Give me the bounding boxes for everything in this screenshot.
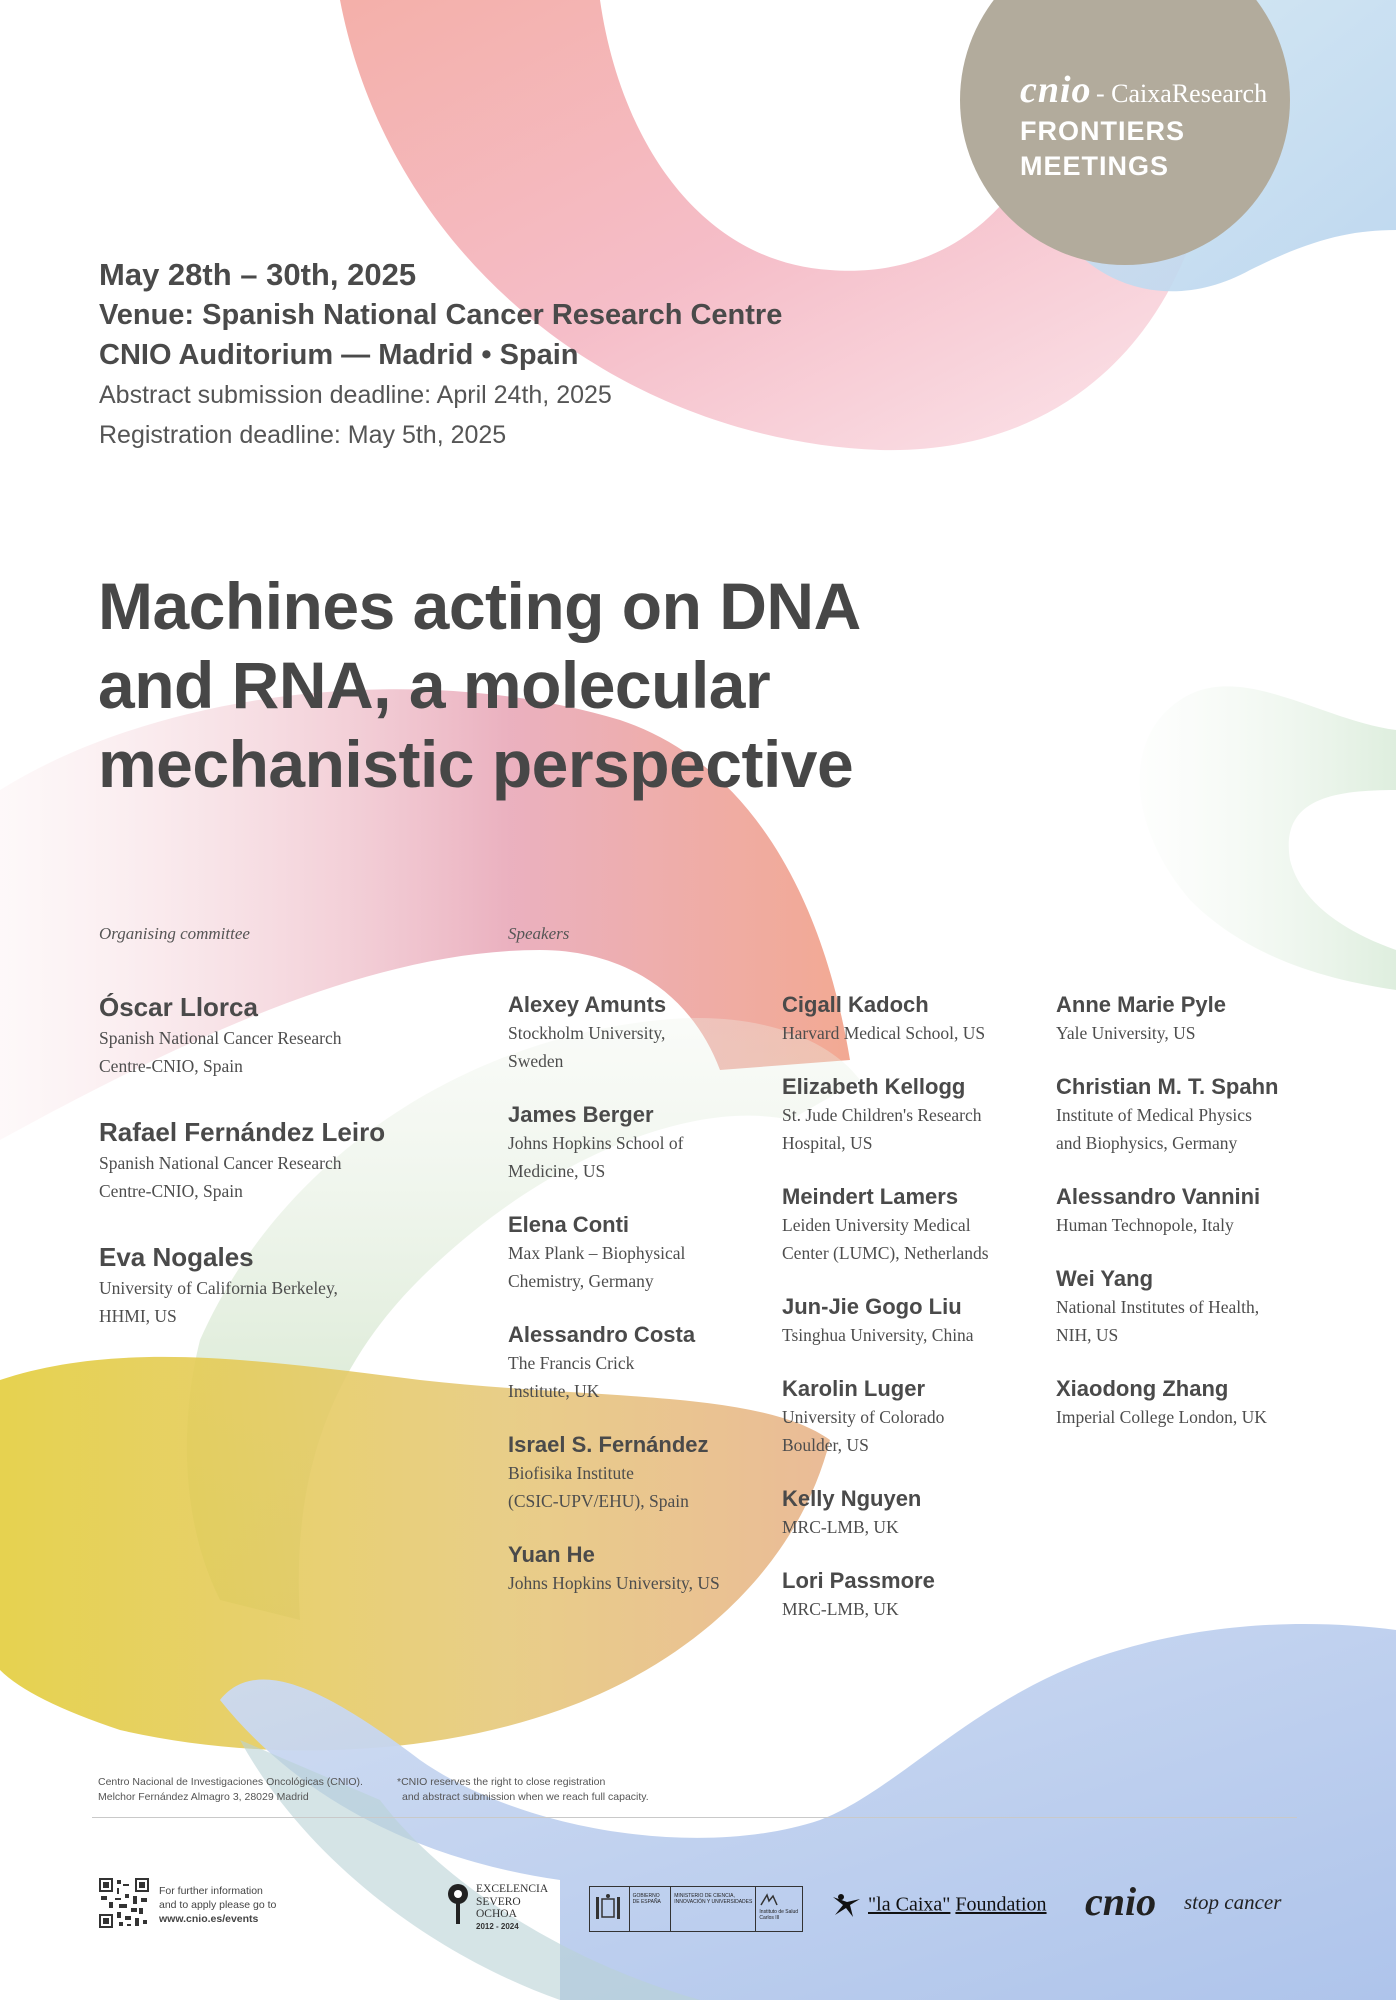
isciii-label: Instituto de Salud Carlos III [759, 1909, 799, 1921]
person-affiliation: Stockholm University, [508, 1023, 666, 1043]
person-affiliation: Imperial College London, UK [1056, 1407, 1267, 1427]
info-line: and to apply please go to [159, 1899, 277, 1911]
person-affiliation: Harvard Medical School, US [782, 1023, 986, 1043]
note-line: and abstract submission when we reach full capacity. [402, 1791, 649, 1803]
la-caixa-star-icon [829, 1893, 863, 1919]
person-affiliation: Medicine, US [508, 1161, 606, 1181]
severo-line: OCHOA [476, 1908, 517, 1920]
person-affiliation: Johns Hopkins University, US [508, 1573, 720, 1593]
person-name: Lori Passmore [782, 1568, 935, 1593]
further-info [159, 1884, 276, 1926]
person-name: Elizabeth Kellogg [782, 1074, 966, 1099]
stop-cancer-tagline: stop cancer [1184, 1890, 1282, 1914]
speaker [508, 1541, 768, 1597]
speaker [782, 991, 1042, 1047]
spain-coat-of-arms-icon [590, 1887, 630, 1931]
person-affiliation: St. Jude Children's Research [782, 1105, 982, 1125]
event-venue: Venue: Spanish National Cancer Research Centre [99, 299, 783, 331]
person-name: Xiaodong Zhang [1056, 1376, 1229, 1401]
committee-list [99, 990, 459, 1356]
person-affiliation: The Francis Crick [508, 1353, 635, 1373]
committee-label: Organising committee [99, 924, 250, 943]
caixaresearch-logo-word: - CaixaResearch [1096, 79, 1268, 108]
person-name: Alexey Amunts [508, 992, 667, 1017]
speaker [1056, 991, 1306, 1047]
logo-frontiers: FRONTIERS [1020, 116, 1186, 146]
cnio-address [98, 1775, 363, 1805]
events-link[interactable]: www.cnio.es/events [159, 1913, 259, 1925]
speaker [782, 1485, 1042, 1541]
speaker [782, 1375, 1042, 1459]
person-affiliation: Tsinghua University, China [782, 1325, 974, 1345]
person-affiliation: Human Technopole, Italy [1056, 1215, 1234, 1235]
committee-member [99, 990, 459, 1080]
government-logos [589, 1886, 803, 1932]
person-affiliation: Centre-CNIO, Spain [99, 1181, 243, 1201]
note-line: *CNIO reserves the right to close registration [397, 1776, 606, 1788]
speakers-column-3 [1056, 991, 1306, 1457]
event-dates: May 28th – 30th, 2025 [99, 257, 417, 292]
ministry-label: MINISTERIO DE CIENCIA, INNOVACIÓN Y UNIVERSIDADES [671, 1887, 756, 1931]
cnio-footer-logo: cnio [1085, 1879, 1157, 1924]
gov-spain-label: GOBIERNO DE ESPAÑA [630, 1887, 672, 1931]
person-affiliation: Max Plank – Biophysical [508, 1243, 686, 1263]
person-name: Alessandro Vannini [1056, 1184, 1261, 1209]
qr-code-icon[interactable] [99, 1878, 149, 1928]
person-name: Jun-Jie Gogo Liu [782, 1294, 962, 1319]
la-caixa-foundation-logo [829, 1893, 1047, 1919]
isciii-icon [759, 1893, 779, 1907]
severo-years: 2012 - 2024 [476, 1921, 519, 1931]
logo-text [1020, 68, 1267, 182]
isciii-logo [756, 1887, 802, 1931]
person-affiliation: Boulder, US [782, 1435, 869, 1455]
person-affiliation: and Biophysics, Germany [1056, 1133, 1238, 1153]
logo-meetings: MEETINGS [1020, 151, 1170, 181]
speaker [508, 991, 768, 1075]
person-affiliation: Hospital, US [782, 1133, 873, 1153]
speaker [782, 1293, 1042, 1349]
speaker [1056, 1183, 1306, 1239]
person-affiliation: Biofisika Institute [508, 1463, 634, 1483]
speakers-column-1 [508, 991, 768, 1623]
severo-ochoa-text [476, 1883, 548, 1933]
frontiers-meetings-logo [960, 0, 1290, 265]
person-name: Christian M. T. Spahn [1056, 1074, 1279, 1099]
speakers-column-2 [782, 991, 1042, 1649]
person-affiliation: Institute of Medical Physics [1056, 1105, 1252, 1125]
event-info [99, 255, 899, 455]
address-line: Centro Nacional de Investigaciones Oncológicas (CNIO). [98, 1776, 363, 1788]
person-name: Rafael Fernández Leiro [99, 1117, 386, 1147]
person-name: Eva Nogales [99, 1242, 254, 1272]
person-affiliation: Johns Hopkins School of [508, 1133, 684, 1153]
info-line: For further information [159, 1885, 263, 1897]
person-affiliation: University of Colorado [782, 1407, 945, 1427]
person-affiliation: NIH, US [1056, 1325, 1119, 1345]
severo-line: EXCELENCIA [476, 1883, 549, 1895]
person-affiliation: Centre-CNIO, Spain [99, 1056, 243, 1076]
address-line: Melchor Fernández Almagro 3, 28029 Madrid [98, 1791, 309, 1803]
person-affiliation: Leiden University Medical [782, 1215, 971, 1235]
la-caixa-name: "la Caixa" [868, 1893, 951, 1916]
abstract-deadline: Abstract submission deadline: April 24th, 2025 [99, 381, 612, 409]
person-affiliation: (CSIC-UPV/EHU), Spain [508, 1491, 689, 1511]
speaker [1056, 1265, 1306, 1349]
registration-deadline: Registration deadline: May 5th, 2025 [99, 421, 507, 449]
person-affiliation: Sweden [508, 1051, 564, 1071]
person-affiliation: HHMI, US [99, 1306, 177, 1326]
committee-member [99, 1240, 459, 1330]
severo-ochoa-icon [446, 1882, 470, 1930]
person-affiliation: Institute, UK [508, 1381, 600, 1401]
person-name: Cigall Kadoch [782, 992, 929, 1017]
person-affiliation: Spanish National Cancer Research [99, 1153, 342, 1173]
severo-line: SEVERO [476, 1895, 521, 1908]
speakers-label: Speakers [508, 924, 570, 943]
person-name: Alessandro Costa [508, 1322, 696, 1347]
speaker [782, 1567, 1042, 1623]
person-affiliation: Yale University, US [1056, 1023, 1196, 1043]
la-caixa-foundation: Foundation [955, 1893, 1047, 1916]
person-name: Israel S. Fernández [508, 1432, 709, 1457]
footer-divider [92, 1817, 1297, 1818]
person-name: Elena Conti [508, 1212, 630, 1237]
speaker [782, 1073, 1042, 1157]
speaker [508, 1431, 768, 1515]
person-affiliation: Spanish National Cancer Research [99, 1028, 342, 1048]
person-name: Kelly Nguyen [782, 1486, 922, 1511]
person-name: Yuan He [508, 1542, 595, 1567]
person-name: Wei Yang [1056, 1266, 1154, 1291]
cnio-logo-word: cnio [1020, 69, 1092, 111]
speaker [782, 1183, 1042, 1267]
person-affiliation: Center (LUMC), Netherlands [782, 1243, 989, 1263]
registration-note [397, 1775, 649, 1805]
person-affiliation: Chemistry, Germany [508, 1271, 654, 1291]
person-affiliation: MRC-LMB, UK [782, 1517, 899, 1537]
speaker [1056, 1073, 1306, 1157]
severo-ochoa-logo [446, 1882, 566, 1938]
person-affiliation: National Institutes of Health, [1056, 1297, 1260, 1317]
person-name: James Berger [508, 1102, 654, 1127]
person-affiliation: University of California Berkeley, [99, 1278, 338, 1298]
meeting-title [98, 567, 998, 804]
speaker [508, 1321, 768, 1405]
title-line: mechanistic perspective [98, 727, 854, 801]
person-name: Karolin Luger [782, 1376, 926, 1401]
title-line: Machines acting on DNA [98, 569, 861, 643]
person-affiliation: MRC-LMB, UK [782, 1599, 899, 1619]
event-location: CNIO Auditorium — Madrid • Spain [99, 339, 579, 371]
person-name: Anne Marie Pyle [1056, 992, 1226, 1017]
speaker [1056, 1375, 1306, 1431]
committee-member [99, 1115, 459, 1205]
person-name: Óscar Llorca [99, 992, 258, 1022]
speaker [508, 1211, 768, 1295]
person-name: Meindert Lamers [782, 1184, 959, 1209]
speaker [508, 1101, 768, 1185]
title-line: and RNA, a molecular [98, 648, 771, 722]
